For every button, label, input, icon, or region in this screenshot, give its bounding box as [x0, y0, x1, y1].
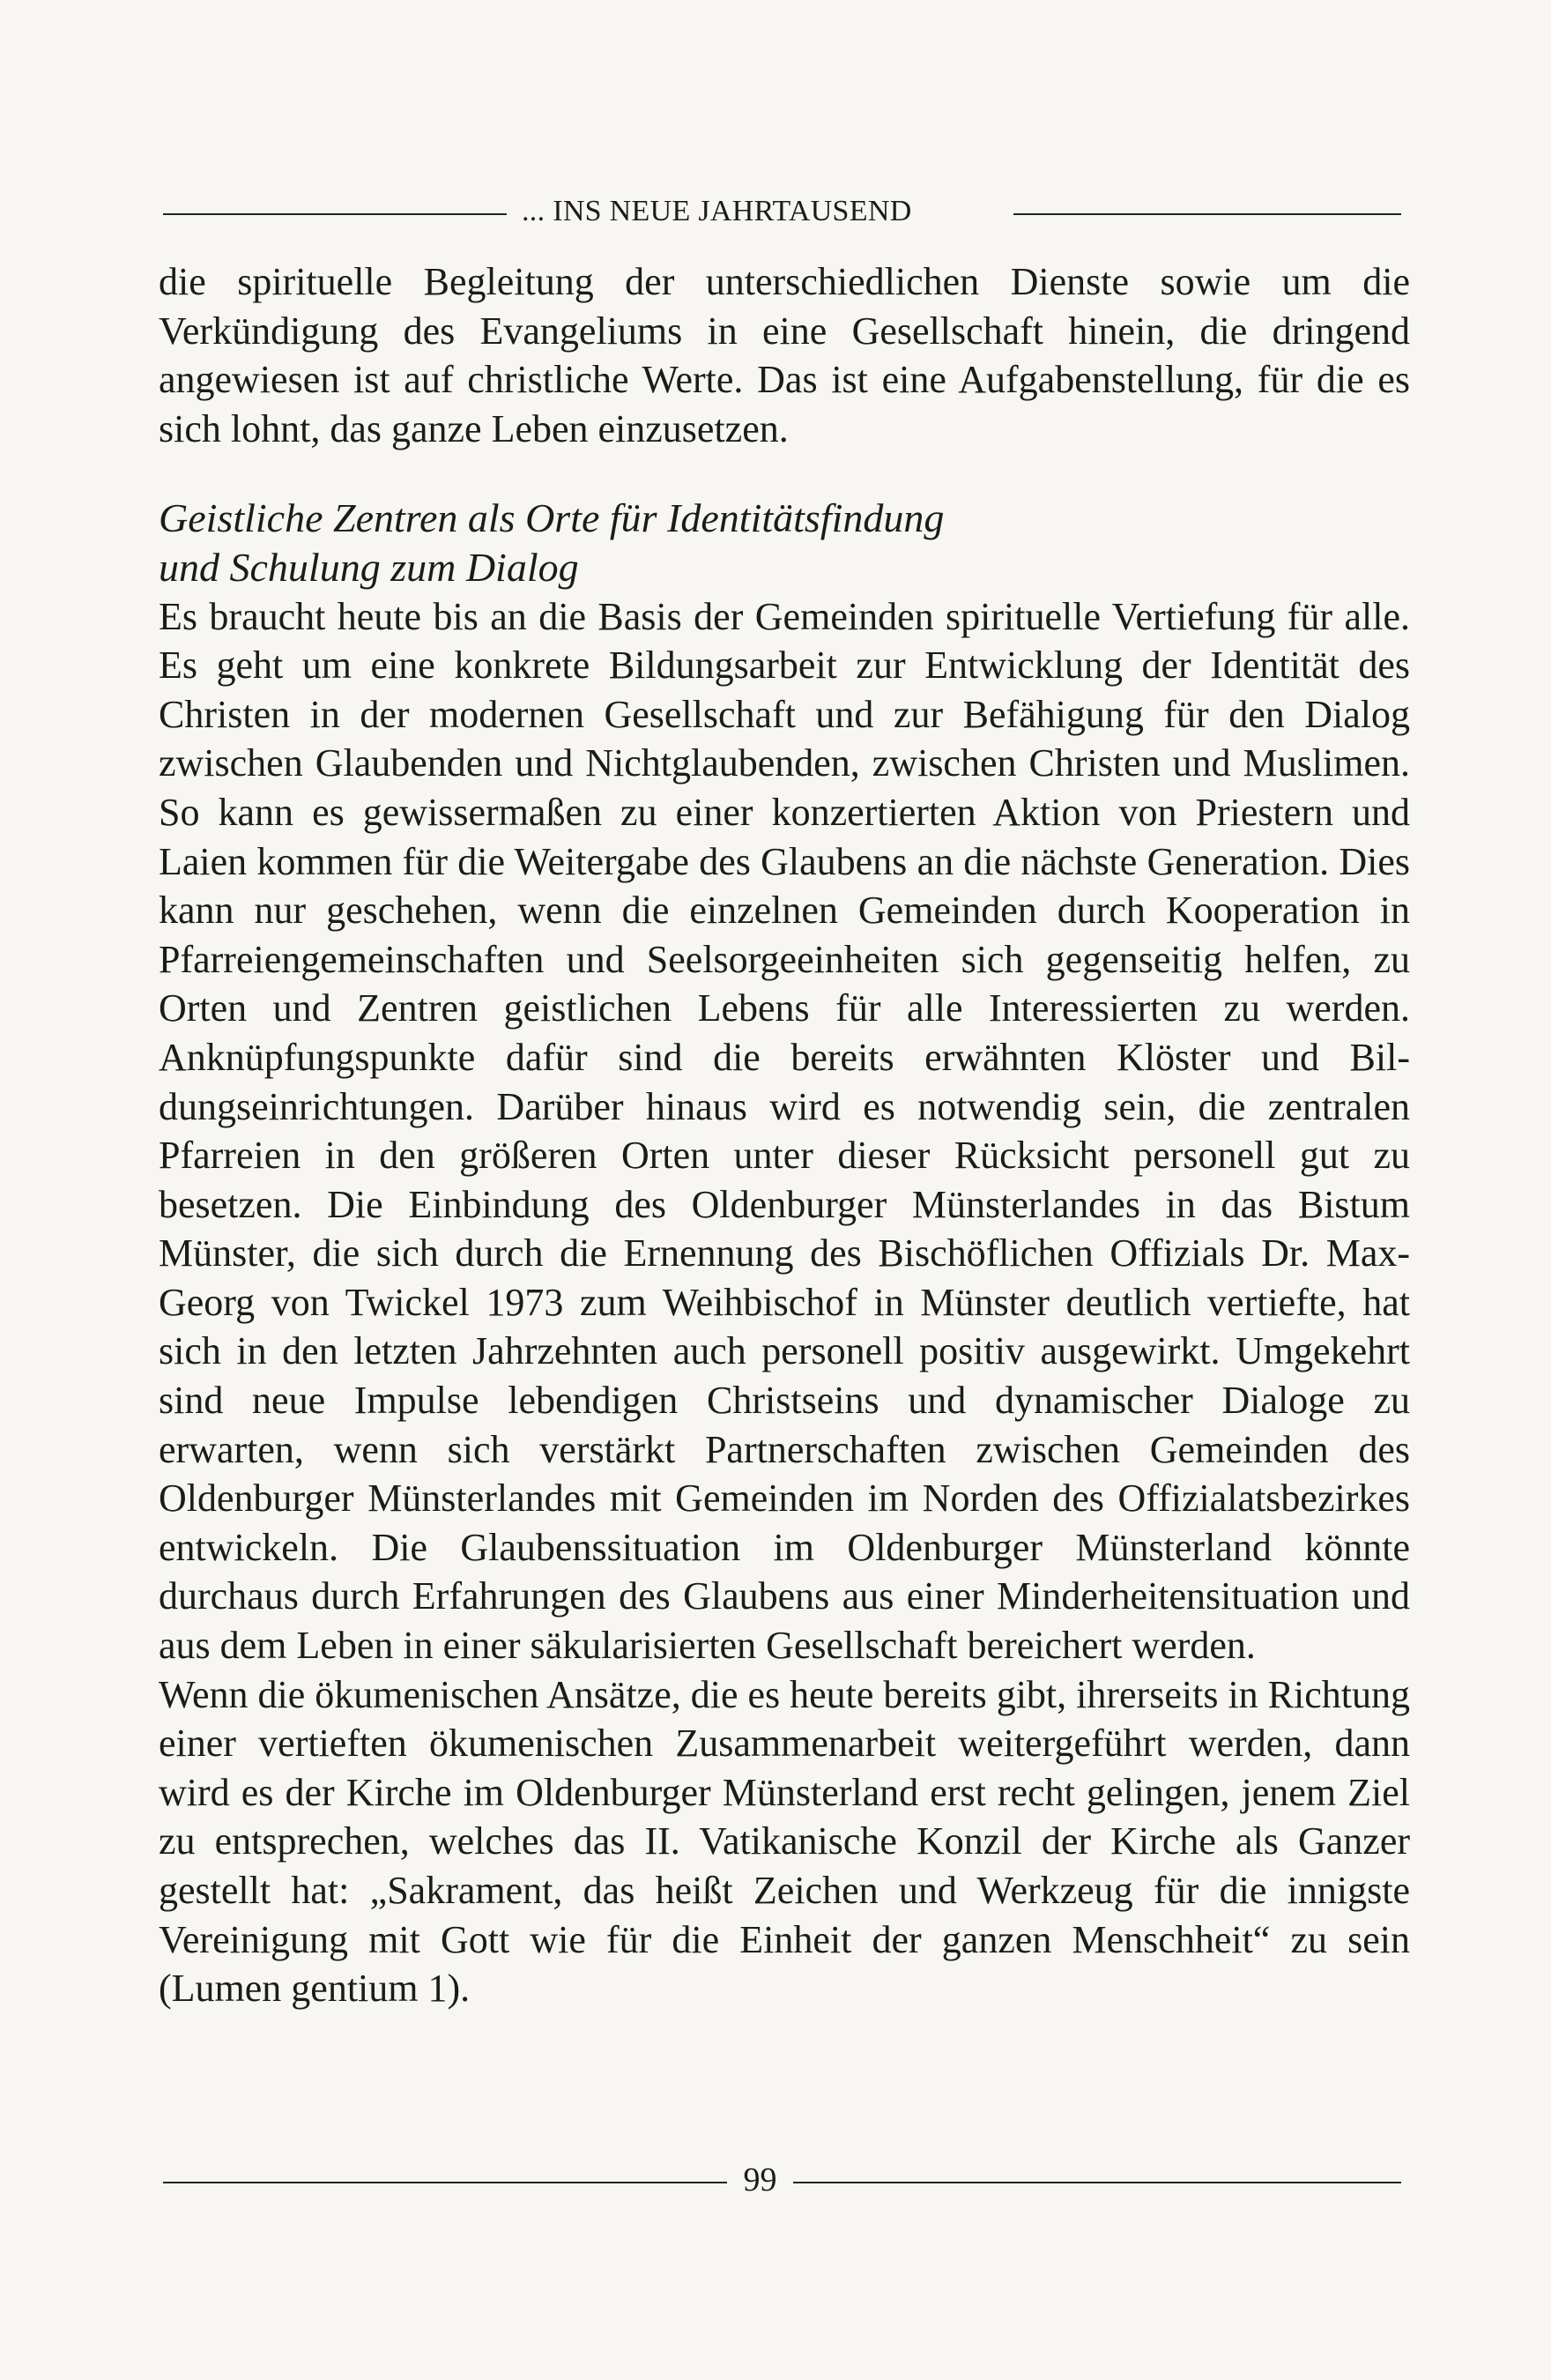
running-head-title: ... INS NEUE JAHRTAUSEND [522, 195, 912, 227]
footer-rule-left [163, 2182, 727, 2183]
section-heading-line-2: und Schulung zum Dialog [159, 544, 579, 590]
page-number: 99 [743, 2161, 777, 2198]
section-heading-line-1: Geistliche Zentren als Orte für Identitätsfindung [159, 495, 945, 541]
book-page [159, 176, 1410, 2221]
running-head-rule-right [1013, 213, 1401, 215]
running-head-rule-left [163, 213, 507, 215]
paragraph-main: Es braucht heute bis an die Basis der Gemeinden spirituelle Vertiefung für alle. Es geht um eine konkrete Bildungsarbeit zur Entwicklung der Identität des Christen in der modernen Gesellschaft und zur Befähigung für den Dialog zwischen Glaubenden und Nichtglaubenden, zwischen Christen und Muslimen. So kann es gewissermaßen zu einer konzertierten Aktion von Priestern und Laien kommen für die Weitergabe des Glaubens an die nächste Generation. Dies kann nur geschehen, wenn die einzelnen Gemeinden durch Kooperation in Pfarreiengemeinschaften und Seelsorgeeinheiten sich gegenseitig helfen, zu Orten und Zentren geistlichen Lebens für alle Interessierten zu werden. Anknüpfungspunkte dafür sind die bereits erwähnten Klöster und Bildungseinrichtungen. Darüber hinaus wird es notwendig sein, die zentralen Pfarreien in den größeren Orten unter dieser Rücksicht personell gut zu besetzen. Die Einbindung des Oldenburger Münsterlandes in das Bistum Münster, die sich durch die Ernennung des Bischöflichen Offizials Dr. Max-Georg von Twickel 1973 zum Weihbischof in Münster deutlich vertiefte, hat sich in den letzten Jahrzehnten auch personell positiv ausgewirkt. Umgekehrt sind neue Impulse lebendigen Christseins und dynamischer Dialoge zu erwarten, wenn sich verstärkt Partnerschaften zwischen Gemeinden des Oldenburger Münsterlandes mit Gemeinden im Norden des Offizialatsbezirkes entwickeln. Die Glaubenssituation im Oldenburger Münsterland könnte durchaus durch Erfahrungen des Glaubens aus einer Minderheitensituation und aus dem Leben in einer säkularisierten Gesellschaft bereichert werden. [159, 594, 1410, 1668]
running-head [159, 189, 1410, 227]
section-heading [159, 494, 1410, 591]
paragraph-continuation: die spirituelle Begleitung der unterschiedlichen Dienste sowie um die Verkündigung des Evangeliums in eine Gesellschaft hinein, die dringend angewiesen ist auf christliche Werte. Das ist eine Aufgabenstellung, für die es sich lohnt, das ganze Leben einzusetzen. [159, 260, 1410, 450]
page-footer [159, 2155, 1410, 2208]
page-body [159, 257, 1410, 2013]
paragraph-closing: Wenn die ökumenischen Ansätze, die es heute bereits gibt, ihrerseits in Richtung einer vertieften ökumenischen Zusammenarbeit weitergeführt werden, dann wird es der Kirche im Oldenburger Münsterland erst recht gelingen, jenem Ziel zu entsprechen, welches das II. Vatikanische Konzil der Kirche als Ganzer gestellt hat: „Sakrament, das heißt Zeichen und Werkzeug für die innigste Vereinigung mit Gott wie für die Einheit der ganzen Menschheit“ zu sein (Lumen gentium 1). [159, 1672, 1410, 2011]
footer-rule-right [793, 2182, 1401, 2183]
